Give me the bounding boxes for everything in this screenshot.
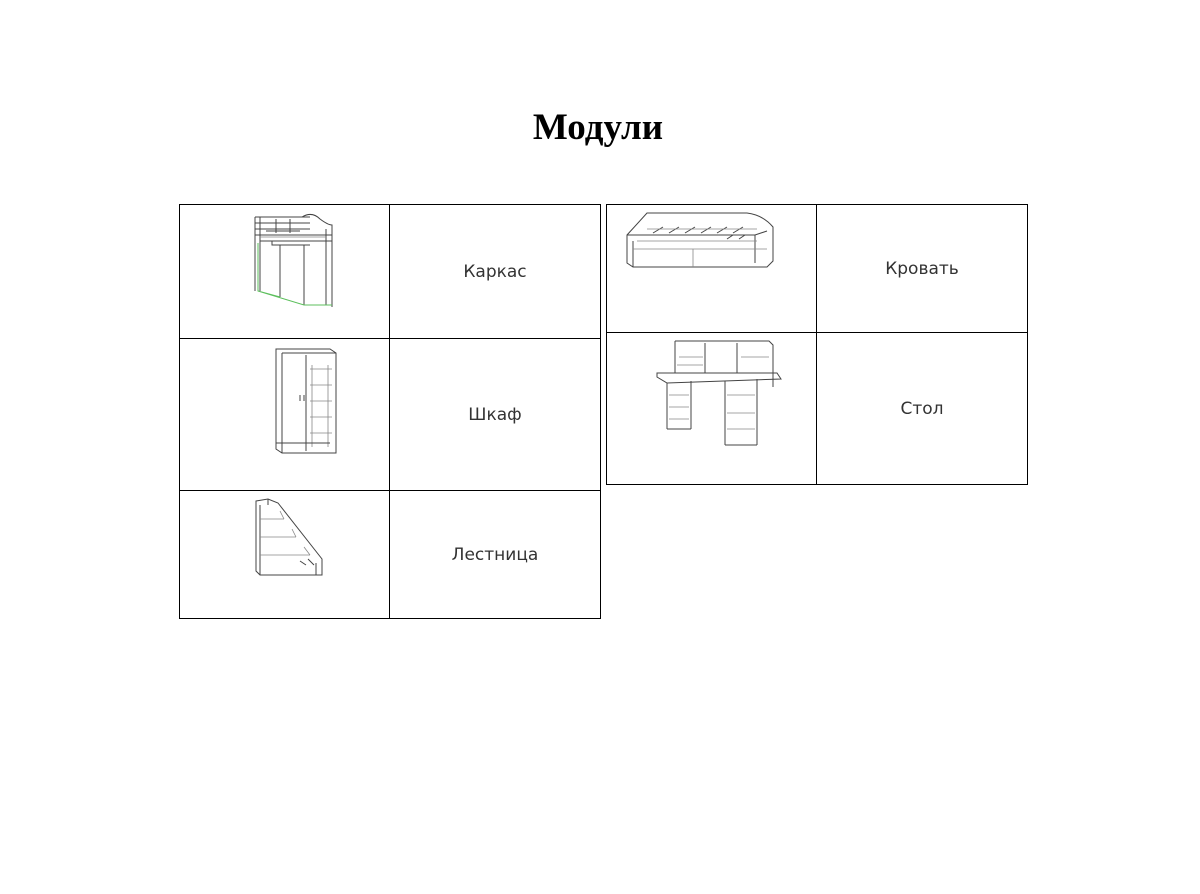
- modules-table-right: [606, 204, 1028, 485]
- module-row-wardrobe[interactable]: [180, 339, 601, 491]
- module-label[interactable]: Стол: [817, 333, 1028, 485]
- module-image-cell[interactable]: [607, 333, 817, 485]
- module-label[interactable]: Шкаф: [390, 339, 601, 491]
- desk-icon: [607, 333, 817, 485]
- module-image-cell[interactable]: [180, 339, 390, 491]
- module-label[interactable]: Кровать: [817, 205, 1028, 333]
- module-image-cell[interactable]: [180, 205, 390, 339]
- loft-frame-icon: [180, 205, 389, 339]
- page-title: Модули: [532, 107, 664, 148]
- bed-icon: [607, 205, 817, 333]
- module-row-staircase[interactable]: [180, 491, 601, 619]
- module-label[interactable]: Лестница: [390, 491, 601, 619]
- module-row-frame[interactable]: [180, 205, 601, 339]
- module-row-bed[interactable]: [607, 205, 1028, 333]
- module-label[interactable]: Каркас: [390, 205, 601, 339]
- module-image-cell[interactable]: [607, 205, 817, 333]
- module-row-desk[interactable]: [607, 333, 1028, 485]
- modules-table-left: [179, 204, 601, 619]
- module-image-cell[interactable]: [180, 491, 390, 619]
- staircase-icon: [180, 491, 389, 619]
- wardrobe-icon: [180, 339, 389, 491]
